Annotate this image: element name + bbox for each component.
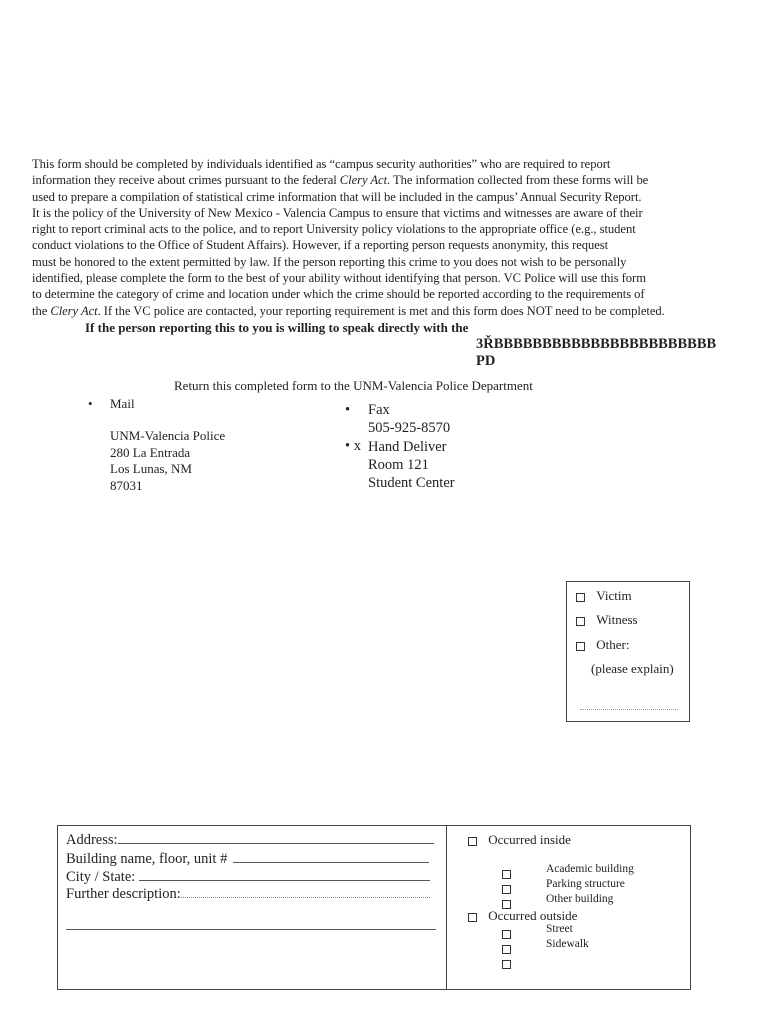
further-row (66, 886, 430, 903)
witness-option[interactable] (576, 612, 638, 628)
city-field[interactable] (139, 868, 430, 881)
hand-deliver-block (368, 438, 455, 492)
victim-option[interactable] (576, 588, 632, 604)
fax-bullet: • (345, 402, 351, 418)
occurred-inside-checkbox[interactable] (468, 837, 477, 846)
occurred-outside-label: Occurred outside (488, 908, 578, 923)
building-label: Building name, floor, unit # (66, 851, 228, 867)
place: Student Center (368, 475, 455, 491)
other-building-label: Other building (546, 893, 614, 905)
mail-bullet: • (88, 396, 93, 411)
street-label: Street (546, 923, 573, 935)
fax-block (368, 401, 450, 437)
address-line: 87031 (110, 477, 143, 493)
victim-checkbox[interactable] (576, 593, 585, 602)
intro-line: identified, please complete the form to the best of your ability without identifying that person. VC Police will use this form (32, 271, 646, 286)
parking-label: Parking structure (546, 878, 625, 890)
hand-deliver-label: Hand Deliver (368, 439, 447, 455)
building-field[interactable] (233, 850, 429, 863)
intro-line: right to report criminal acts to the police, and to report University policy violations to the appropriate office (e.g., student (32, 222, 636, 237)
location-divider (446, 825, 447, 990)
address-line: Los Lunas, NM (110, 461, 192, 476)
other-label: Other: (596, 637, 630, 652)
garbled-text: 3ŘBBBBBBBBBBBBBBBBBBBBBBB (476, 336, 717, 352)
academic-label: Academic building (546, 863, 634, 875)
building-row (66, 850, 429, 868)
explain-line[interactable] (580, 709, 678, 710)
intro-line: must be honored to the extent permitted by law. If the person reporting this crime to you does not wish to be personally (32, 254, 627, 269)
return-instructions: Return this completed form to the UNM-Valencia Police Department (174, 378, 533, 393)
intro-line: This form should be completed by individuals identified as “campus security authorities” who are required to report (32, 157, 611, 171)
further-field[interactable] (181, 897, 430, 898)
occurred-outside-option[interactable] (468, 908, 577, 924)
further-label: Further description: (66, 886, 181, 902)
other-checkbox[interactable] (576, 642, 585, 651)
fax-label: Fax (368, 402, 390, 418)
address-field[interactable] (118, 831, 434, 844)
witness-checkbox[interactable] (576, 617, 585, 626)
speak-directly-text: If the person reporting this to you is willing to speak directly with the (85, 320, 469, 335)
occurred-inside-label: Occurred inside (488, 832, 571, 847)
address-line: UNM-Valencia Police (110, 428, 226, 443)
other-option[interactable] (576, 637, 629, 653)
intro-paragraph (32, 156, 747, 319)
sidewalk-label: Sidewalk (546, 938, 589, 950)
intro-line: It is the policy of the University of New Mexico - Valencia Campus to ensure that victims and witnesses are aware of their (32, 205, 643, 220)
address-row (66, 831, 434, 849)
intro-line: to determine the category of crime and location under which the crime should be reported according to the requirements of (32, 287, 645, 302)
intro-line: the Clery Act. If the VC police are contacted, your reporting requirement is met and this form does NOT need to be completed. (32, 303, 665, 318)
occurred-outside-checkbox[interactable] (468, 913, 477, 922)
occurred-inside-option[interactable] (468, 832, 571, 848)
intro-line: information they receive about crimes pursuant to the federal Clery Act. The information collected from these forms will be (32, 173, 649, 188)
address-label: Address: (66, 832, 118, 848)
intro-line: used to prepare a compilation of statistical crime information that will be included in the campus’ Annual Security Report. (32, 189, 642, 204)
further-line-2[interactable] (66, 929, 436, 930)
witness-label: Witness (596, 612, 638, 627)
mail-address (110, 428, 225, 494)
city-label: City / State: (66, 869, 136, 885)
address-line: 280 La Entrada (110, 444, 191, 460)
blank-checkbox[interactable] (502, 955, 511, 973)
hand-deliver-bullet: • x (345, 438, 361, 454)
intro-line: conduct violations to the Office of Student Affairs). However, if a reporting person requests anonymity, this request (32, 238, 609, 253)
room: Room 121 (368, 457, 429, 473)
please-explain-label: (please explain) (591, 661, 674, 676)
victim-label: Victim (596, 588, 632, 603)
fax-number: 505-925-8570 (368, 420, 451, 436)
garbled-text-pd: PD (476, 353, 496, 369)
city-row (66, 868, 430, 886)
mail-label: Mail (110, 396, 135, 411)
